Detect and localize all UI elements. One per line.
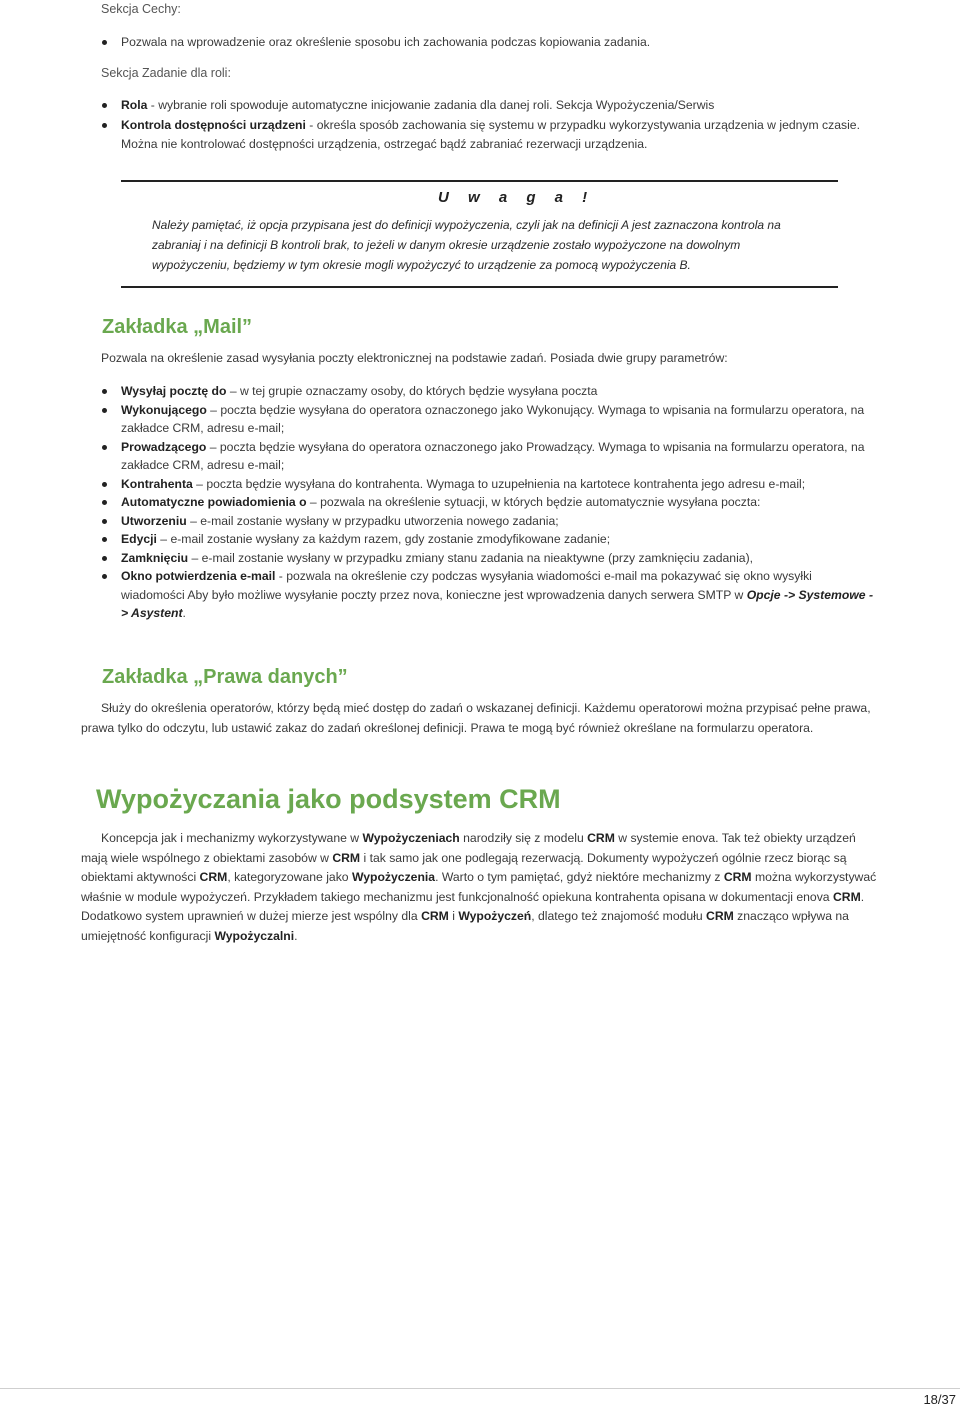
mail-intro: Pozwala na określenie zasad wysyłania poczty elektronicznej na podstawie zadań. Posiada dwie grupy parametrów: xyxy=(101,351,728,365)
zadanie-list xyxy=(121,96,879,154)
list-item: Okno potwierdzenia e-mail - pozwala na określenie czy podczas wysyłania wiadomości e-mail ma pokazywać się okno wysyłki wiadomości Aby było możliwe wysyłanie poczty przez nova, konieczne jest wprowadzenia danych serwera SMTP w Opcje -> Systemowe -> Asystent. xyxy=(121,567,877,623)
divider-bottom xyxy=(121,286,838,288)
list-item: Utworzeniu – e-mail zostanie wysłany w przypadku utworzenia nowego zadania; xyxy=(121,512,877,531)
footer-divider xyxy=(0,1388,960,1389)
prawa-paragraph: Służy do określenia operatorów, którzy będą mieć dostęp do zadań o wskazanej definicji. Każdemu operatorowi można przypisać pełne prawa, prawa tylko do odczytu, lub ustawić zakaz do zadań określonej definicji. Prawa te mogą być również określane na formularzu operatora. xyxy=(81,701,871,735)
mail-list xyxy=(121,382,877,623)
list-item: Kontrahenta – poczta będzie wysyłana do kontrahenta. Wymaga to uzupełnienia na kartotece kontrahenta jego adresu e-mail; xyxy=(121,475,877,494)
page-number: 18/37 xyxy=(923,1392,956,1407)
divider-top xyxy=(121,180,838,182)
list-item: Zamknięciu – e-mail zostanie wysłany w przypadku zmiany stanu zadania na nieaktywne (przy zamknięciu zadania), xyxy=(121,549,877,568)
heading-prawa: Zakładka „Prawa danych” xyxy=(102,666,348,688)
uwaga-text: Należy pamiętać, iż opcja przypisana jest do definicji wypożyczenia, czyli jak na definicji A jest zaznaczona kontrola na zabraniaj i na definicji B kontroli brak, to jeżeli w danym okresie urządzenie zostało wypożyczone na dowolnym wypożyczeniu, będziemy w tym okresie mogli wypożyczyć to urządzenie za pomocą wypożyczenia B. xyxy=(152,218,781,272)
heading-crm: Wypożyczania jako podsystem CRM xyxy=(96,784,561,814)
list-item: Automatyczne powiadomienia o – pozwala na określenie sytuacji, w których będzie automatycznie wysyłana poczta: xyxy=(121,493,877,512)
heading-mail: Zakładka „Mail” xyxy=(102,316,253,338)
list-item: Wykonującego – poczta będzie wysyłana do operatora oznaczonego jako Wykonujący. Wymaga to wpisania na formularzu operatora, na zakładce CRM, adresu e-mail; xyxy=(121,401,877,438)
section-label-cechy: Sekcja Cechy: xyxy=(101,2,181,16)
list-item: Kontrola dostępności urządzeni - określa sposób zachowania się systemu w przypadku wykorzystywania urządzenia w jednym czasie. Można nie kontrolować dostępności urządzenia, ostrzegać bądź zabraniać rezerwacji urządzenia. xyxy=(121,116,879,154)
crm-paragraph: Koncepcja jak i mechanizmy wykorzystywane w Wypożyczeniach narodziły się z modelu CRM w systemie enova. Tak też obiekty urządzeń mają wiele wspólnego z obiektami zasobów w CRM i tak samo jak one podlegają rezerwacją. Dokumenty wypożyczeń ogólnie rzecz biorąc są obiektami aktywności CRM, kategoryzowane jako Wypożyczenia. Warto o tym pamiętać, gdyż niektóre mechanizmy z CRM można wykorzystywać właśnie w module wypożyczeń. Przykładem takiego mechanizmu jest funkcjonalność opiekuna kontrahenta opisana w dokumentacji enova CRM. Dodatkowo system uprawnień w dużej mierze jest wspólny dla CRM i Wypożyczeń, dlatego też znajomość modułu CRM znacząco wpływa na umiejętność konfiguracji Wypożyczalni. xyxy=(81,831,877,943)
cechy-list xyxy=(121,33,879,52)
uwaga-title: U w a g a ! xyxy=(438,189,595,206)
list-item: Edycji – e-mail zostanie wysłany za każdym razem, gdy zostanie zmodyfikowane zadanie; xyxy=(121,530,877,549)
section-label-zadanie: Sekcja Zadanie dla roli: xyxy=(101,66,231,80)
list-item: Wysyłaj pocztę do – w tej grupie oznaczamy osoby, do których będzie wysyłana poczta xyxy=(121,382,877,401)
list-item: Prowadzącego – poczta będzie wysyłana do operatora oznaczonego jako Prowadzący. Wymaga to wpisania na formularzu operatora, na zakładce CRM, adresu e-mail; xyxy=(121,438,877,475)
list-item: Rola - wybranie roli spowoduje automatyczne inicjowanie zadania dla danej roli. Sekcja Wypożyczenia/Serwis xyxy=(121,96,879,115)
list-item: Pozwala na wprowadzenie oraz określenie sposobu ich zachowania podczas kopiowania zadania. xyxy=(121,33,879,52)
